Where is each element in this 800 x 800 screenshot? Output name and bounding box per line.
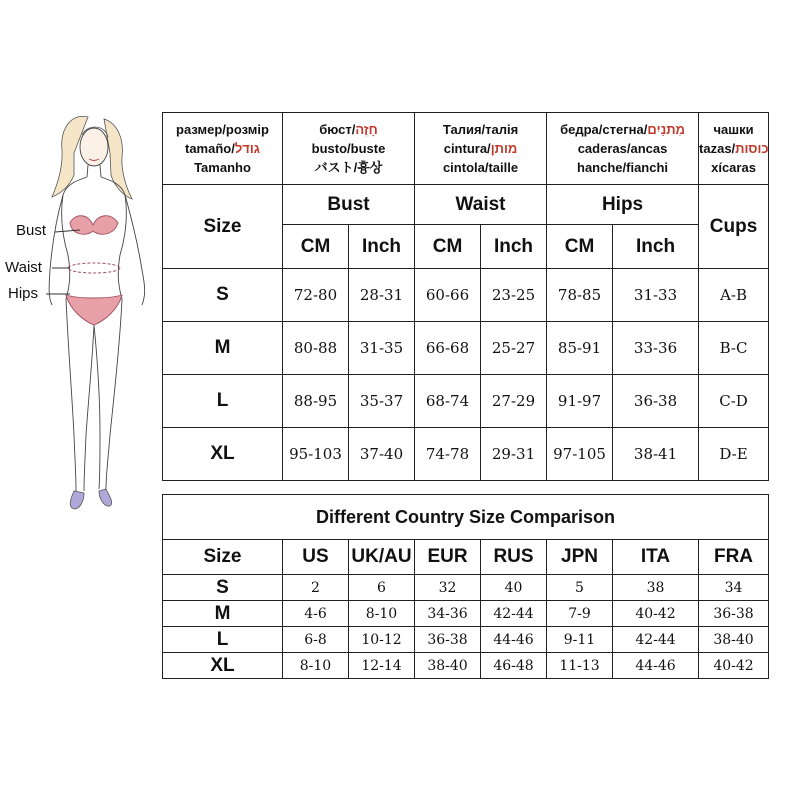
- bust-cm-cell: 95-103: [283, 428, 349, 481]
- lang-line: [415, 120, 546, 139]
- bust-label: Bust: [16, 222, 47, 239]
- fra-cell: 34: [699, 575, 769, 601]
- lang-line: [547, 139, 698, 158]
- fra-cell: 36-38: [699, 601, 769, 627]
- waist-inch-header: Inch: [481, 225, 547, 269]
- cups-cell: C-D: [699, 375, 769, 428]
- hips-inch-cell: 38-41: [613, 428, 699, 481]
- lang-term: caderas/: [577, 141, 631, 156]
- cups-cell: A-B: [699, 269, 769, 322]
- waist-inch-cell: 23-25: [481, 269, 547, 322]
- lang-size-cell: [163, 113, 283, 185]
- lang-term: מִתנַיִם: [647, 122, 685, 137]
- bust-cm-cell: 88-95: [283, 375, 349, 428]
- hips-header: Hips: [547, 185, 699, 225]
- lang-term: tazas/: [699, 141, 736, 156]
- bust-inch-header: Inch: [349, 225, 415, 269]
- lang-term: ancas: [630, 141, 668, 156]
- body-figure-illustration: [0, 105, 160, 515]
- size-cell: XL: [163, 428, 283, 481]
- lang-term: бедра/: [560, 122, 603, 137]
- size-cell: S: [163, 269, 283, 322]
- hips-cm-cell: 78-85: [547, 269, 613, 322]
- uk-au-cell: 10-12: [349, 627, 415, 653]
- hips-inch-header: Inch: [613, 225, 699, 269]
- country-header-size: Size: [163, 540, 283, 575]
- lang-waist-cell: [415, 113, 547, 185]
- waist-inch-cell: 25-27: [481, 322, 547, 375]
- size-cell: S: [163, 575, 283, 601]
- lang-line: [699, 158, 768, 177]
- ita-cell: 44-46: [613, 653, 699, 679]
- uk-au-cell: 8-10: [349, 601, 415, 627]
- lang-term: чашки: [713, 122, 754, 137]
- bust-header: Bust: [283, 185, 415, 225]
- lang-term: fianchi: [626, 160, 669, 175]
- size-cell: XL: [163, 653, 283, 679]
- waist-label: Waist: [5, 259, 42, 276]
- rus-cell: 42-44: [481, 601, 547, 627]
- lang-term: Талия/: [442, 122, 486, 137]
- jpn-cell: 9-11: [547, 627, 613, 653]
- hips-label: Hips: [8, 285, 39, 302]
- hips-inch-cell: 31-33: [613, 269, 699, 322]
- lang-term: розмір: [225, 122, 269, 137]
- eur-cell: 38-40: [415, 653, 481, 679]
- lang-line: [699, 120, 768, 139]
- lang-line: [163, 158, 282, 177]
- cups-cell: B-C: [699, 322, 769, 375]
- country-header-uk-au: UK/AU: [349, 540, 415, 575]
- comparison-title: Different Country Size Comparison: [163, 495, 769, 540]
- cups-header: Cups: [699, 185, 769, 269]
- lang-line: [415, 158, 546, 177]
- country-header-fra: FRA: [699, 540, 769, 575]
- country-header-eur: EUR: [415, 540, 481, 575]
- lang-line: [283, 158, 414, 177]
- lang-term: талія: [485, 122, 519, 137]
- uk-au-cell: 12-14: [349, 653, 415, 679]
- lang-term: tamaño/: [185, 141, 235, 156]
- table-row: [163, 269, 769, 322]
- lang-term: מותן: [490, 141, 518, 156]
- lang-line: [415, 139, 546, 158]
- waist-cm-header: CM: [415, 225, 481, 269]
- country-header-jpn: JPN: [547, 540, 613, 575]
- country-header-us: US: [283, 540, 349, 575]
- ita-cell: 38: [613, 575, 699, 601]
- lang-cups-cell: [699, 113, 769, 185]
- waist-cm-cell: 74-78: [415, 428, 481, 481]
- fra-cell: 38-40: [699, 627, 769, 653]
- table-row: [163, 322, 769, 375]
- bust-cm-cell: 72-80: [283, 269, 349, 322]
- lang-bust-cell: [283, 113, 415, 185]
- bust-inch-cell: 31-35: [349, 322, 415, 375]
- waist-inch-cell: 27-29: [481, 375, 547, 428]
- cups-cell: D-E: [699, 428, 769, 481]
- lang-hips-cell: [547, 113, 699, 185]
- lang-line: [283, 139, 414, 158]
- hips-cm-cell: 85-91: [547, 322, 613, 375]
- us-cell: 2: [283, 575, 349, 601]
- hips-cm-cell: 97-105: [547, 428, 613, 481]
- size-cell: M: [163, 601, 283, 627]
- rus-cell: 44-46: [481, 627, 547, 653]
- country-header-rus: RUS: [481, 540, 547, 575]
- bust-cm-header: CM: [283, 225, 349, 269]
- lang-term: cintura/: [443, 141, 491, 156]
- rus-cell: 40: [481, 575, 547, 601]
- jpn-cell: 7-9: [547, 601, 613, 627]
- size-header: Size: [163, 185, 283, 269]
- lang-line: [547, 120, 698, 139]
- lang-term: размер/: [176, 122, 226, 137]
- hips-inch-cell: 33-36: [613, 322, 699, 375]
- bust-cm-cell: 80-88: [283, 322, 349, 375]
- lang-term: גודל: [234, 141, 260, 156]
- table-row: [163, 601, 769, 627]
- bust-inch-cell: 37-40: [349, 428, 415, 481]
- waist-header: Waist: [415, 185, 547, 225]
- us-cell: 8-10: [283, 653, 349, 679]
- hips-inch-cell: 36-38: [613, 375, 699, 428]
- size-cell: L: [163, 375, 283, 428]
- us-cell: 4-6: [283, 601, 349, 627]
- lang-term: taille: [488, 160, 519, 175]
- lang-line: [699, 139, 768, 158]
- waist-inch-cell: 29-31: [481, 428, 547, 481]
- bust-inch-cell: 28-31: [349, 269, 415, 322]
- lang-term: busto/: [311, 141, 351, 156]
- bust-inch-cell: 35-37: [349, 375, 415, 428]
- table-row: [163, 653, 769, 679]
- lang-line: [163, 120, 282, 139]
- lang-term: חָזֶה: [355, 122, 378, 137]
- lang-term: cintola/: [442, 160, 489, 175]
- size-cell: L: [163, 627, 283, 653]
- ita-cell: 42-44: [613, 627, 699, 653]
- lang-term: כוסות: [735, 141, 769, 156]
- table-row: [163, 627, 769, 653]
- lang-line: [547, 158, 698, 177]
- eur-cell: 36-38: [415, 627, 481, 653]
- lang-term: バスト/: [314, 160, 358, 175]
- table-row: [163, 575, 769, 601]
- hips-cm-cell: 91-97: [547, 375, 613, 428]
- ita-cell: 40-42: [613, 601, 699, 627]
- country-header-ita: ITA: [613, 540, 699, 575]
- jpn-cell: 5: [547, 575, 613, 601]
- lang-term: стегна/: [602, 122, 648, 137]
- fra-cell: 40-42: [699, 653, 769, 679]
- lang-term: buste: [350, 141, 386, 156]
- lang-line: [283, 120, 414, 139]
- lang-term: бюст/: [319, 122, 356, 137]
- lang-term: hanche/: [577, 160, 627, 175]
- eur-cell: 32: [415, 575, 481, 601]
- waist-cm-cell: 68-74: [415, 375, 481, 428]
- table-row: [163, 375, 769, 428]
- waist-cm-cell: 66-68: [415, 322, 481, 375]
- rus-cell: 46-48: [481, 653, 547, 679]
- hips-cm-header: CM: [547, 225, 613, 269]
- eur-cell: 34-36: [415, 601, 481, 627]
- waist-cm-cell: 60-66: [415, 269, 481, 322]
- table-row: [163, 428, 769, 481]
- uk-au-cell: 6: [349, 575, 415, 601]
- lang-line: [163, 139, 282, 158]
- size-cell: M: [163, 322, 283, 375]
- us-cell: 6-8: [283, 627, 349, 653]
- lang-term: 흉상: [357, 160, 383, 175]
- lang-term: xícaras: [711, 160, 756, 175]
- jpn-cell: 11-13: [547, 653, 613, 679]
- size-chart-table: [162, 112, 769, 481]
- country-size-comparison-table: [162, 494, 769, 679]
- lang-term: Tamanho: [194, 160, 251, 175]
- woman-figure-icon: [0, 105, 160, 515]
